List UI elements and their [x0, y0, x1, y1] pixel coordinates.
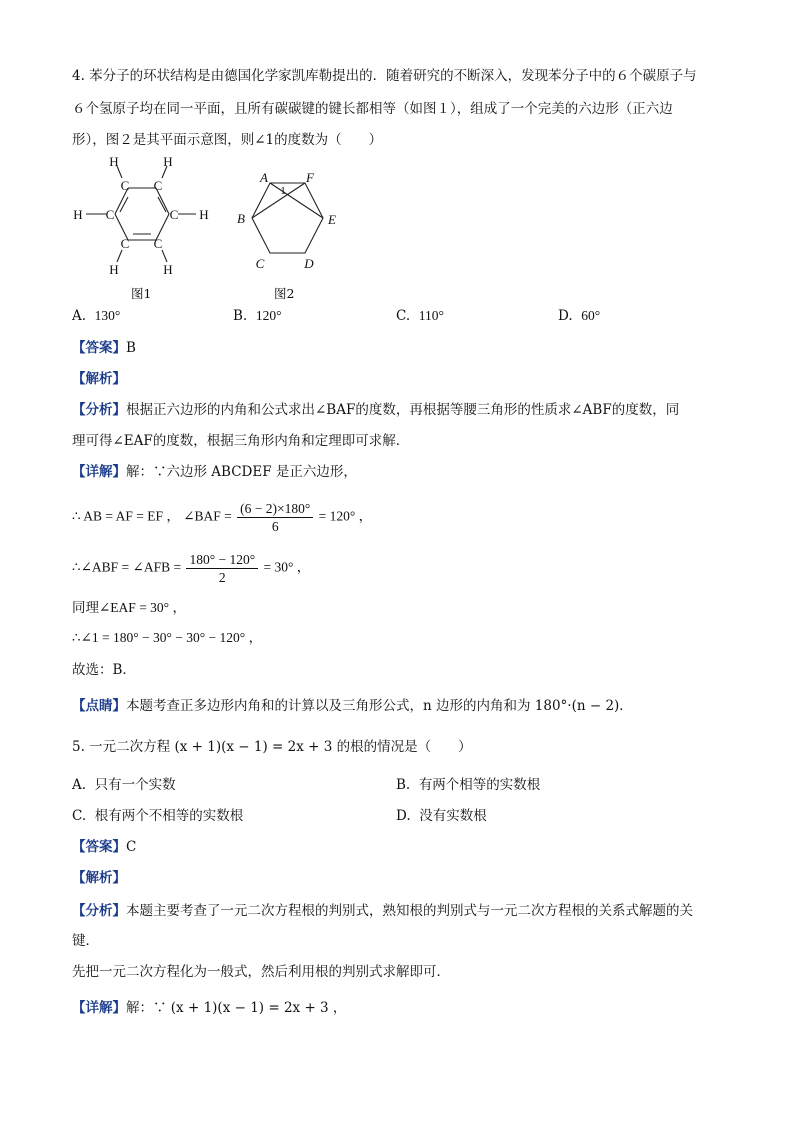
- q4-answer: 【答案】B: [72, 340, 136, 356]
- atom-c4: C: [169, 207, 179, 222]
- q4-stem-line2: ６个氢原子均在同一平面，且所有碳碳键的键长都相等（如图１），组成了一个完美的六边形（正六边: [72, 101, 673, 117]
- q4-dianjing: 【点睛】本题考查正多边形内角和的计算以及三角形公式，n 边形的内角和为 180°·(n − 2)．: [72, 698, 633, 714]
- vertex-b: B: [237, 211, 245, 226]
- q4-option-a: A. 130°: [72, 308, 121, 324]
- atom-h5: H: [109, 262, 119, 277]
- q4-analysis-line1: 【分析】根据正六边形的内角和公式求出∠BAF的度数，再根据等腰三角形的性质求∠ABF的度数，同: [72, 402, 680, 418]
- q4-option-c: C. 110°: [396, 308, 444, 324]
- q5-analysis-line1: 【分析】本题主要考查了一元二次方程根的判别式，熟知根的判别式与一元二次方程根的关系式解题的关: [72, 903, 693, 919]
- vertex-d: D: [304, 256, 314, 271]
- atom-c1: C: [120, 178, 130, 193]
- q4-detail-line1: 【详解】解：∵六边形 ABCDEF 是正六边形，: [72, 464, 357, 480]
- q4-stem-line1: 4. 苯分子的环状结构是由德国化学家凯库勒提出的．随着研究的不断深入，发现苯分子中的６个碳原子与: [72, 68, 697, 84]
- atom-h4: H: [199, 207, 209, 222]
- q5-analysis-line3: 先把一元二次方程化为一般式，然后利用根的判别式求解即可．: [72, 964, 450, 980]
- q5-stem: 5. 一元二次方程 (x + 1)(x − 1) = 2x + 3 的根的情况是（ ）: [72, 739, 472, 755]
- atom-h6: H: [163, 262, 173, 277]
- figure1-caption: 图1: [131, 286, 152, 301]
- figure2-hexagon: [228, 168, 348, 274]
- angle-1-label: 1: [280, 185, 286, 197]
- q4-step4: ∴∠1 = 180° − 30° − 30° − 120° ，: [72, 630, 263, 645]
- atom-c3: C: [105, 207, 115, 222]
- vertex-e: E: [328, 212, 336, 227]
- q4-step3: 同理∠EAF = 30° ，: [72, 600, 186, 615]
- q5-answer: 【答案】C: [72, 839, 137, 855]
- q5-option-a: A. 只有一个实数: [72, 777, 176, 793]
- q4-analysis-line2: 理可得∠EAF的度数，根据三角形内角和定理即可求解．: [72, 433, 410, 449]
- q4-option-d: D. 60°: [558, 308, 601, 324]
- vertex-f: F: [306, 170, 314, 185]
- q4-option-b: B. 120°: [233, 308, 282, 324]
- q5-option-c: C. 根有两个不相等的实数根: [72, 808, 244, 824]
- atom-h2: H: [163, 154, 173, 169]
- q4-step2-fraction: $\frac{180^\circ - 120^\circ}{2}$: [186, 551, 258, 586]
- atom-c6: C: [153, 236, 163, 251]
- vertex-c: C: [255, 256, 265, 271]
- q5-analysis-line2: 键．: [72, 933, 99, 949]
- figure2-caption: 图2: [274, 286, 295, 301]
- figure1-benzene: [70, 152, 220, 284]
- atom-h1: H: [109, 154, 119, 169]
- atom-h3: H: [73, 207, 83, 222]
- vertex-a: A: [260, 170, 268, 185]
- atom-c2: C: [153, 178, 163, 193]
- atom-c5: C: [120, 236, 130, 251]
- q5-option-d: D. 没有实数根: [396, 808, 487, 824]
- q4-step2: ∴∠ABF = ∠AFB = $\frac{180^\circ - 120^\circ}{2}$ = 30° ，: [72, 552, 311, 585]
- q4-jiexi-tag: 【解析】: [72, 371, 126, 387]
- q5-jiexi-tag: 【解析】: [72, 870, 126, 886]
- q5-option-b: B. 有两个相等的实数根: [396, 777, 541, 793]
- q4-step1: ∴ AB = AF = EF ， ∠BAF = $\frac{(6 - 2)\times 180^\circ}{6}$ = 120° ，: [72, 501, 373, 534]
- q4-stem-line3: 形），图２是其平面示意图，则∠1的度数为（ ）: [72, 132, 383, 148]
- q4-step1-fraction: $\frac{(6 - 2)\times 180^\circ}{6}$: [237, 500, 313, 535]
- q4-step5: 故选：B．: [72, 662, 136, 678]
- q5-detail-line1: 【详解】解：∵ (x + 1)(x − 1) = 2x + 3 ，: [72, 1000, 347, 1016]
